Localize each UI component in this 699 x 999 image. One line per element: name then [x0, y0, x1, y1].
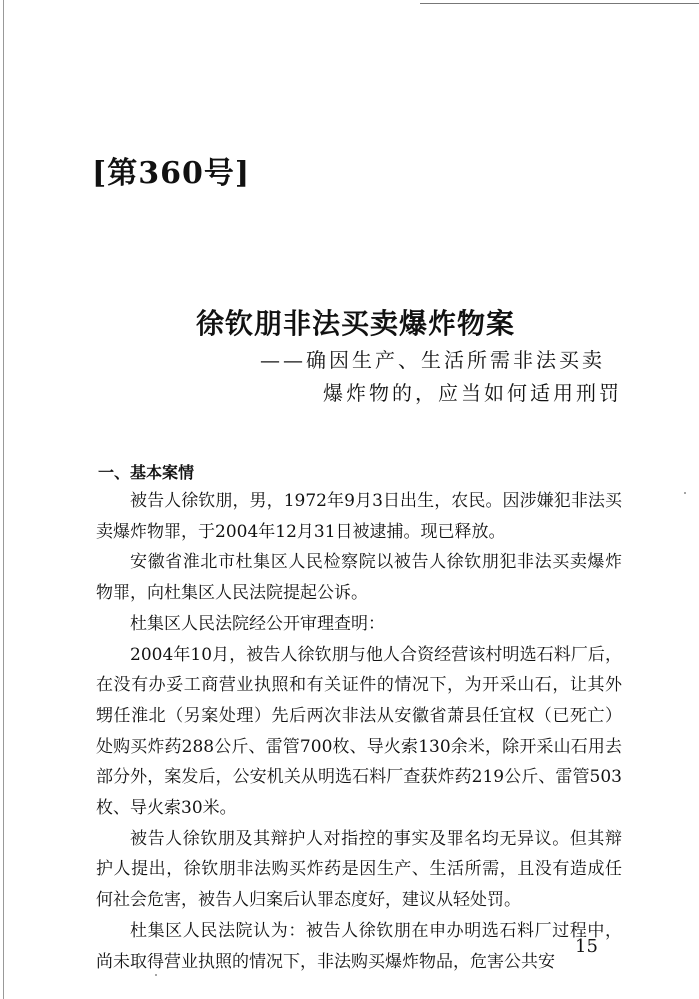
paragraph-trial-intro: 杜集区人民法院经公开审理查明： [130, 613, 385, 634]
top-border-line [420, 3, 699, 4]
paragraph-facts: 2004年10月，被告人徐钦朋与他人合资经营该村明选石料厂后，在没有办妥工商营业执照和有关证件的情况下，为开采山石，让其外甥任淮北（另案处理）先后两次非法从安徽省萧县任宜权（已死亡）处购买炸药288公斤、雷管700枚、导火索130余米，除开采山石用去部分外，案发后，公安机关从明选石料厂查获炸药219公斤、雷管503枚、导火索30米。 [96, 644, 622, 819]
body-text [96, 486, 622, 977]
paragraph-defendant-info: 被告人徐钦朋，男，1972年9月3日出生，农民。因涉嫌犯非法买卖爆炸物罪，于2004年12月31日被逮捕。现已释放。 [96, 491, 622, 542]
case-title: 徐钦朋非法买卖爆炸物案 [195, 307, 515, 340]
case-subtitle-line-2: 爆炸物的，应当如何适用刑罚 [323, 381, 622, 405]
page-number: 15 [575, 936, 598, 957]
paragraph-prosecution: 安徽省淮北市杜集区人民检察院以被告人徐钦朋犯非法买卖爆炸物罪，向杜集区人民法院提起公诉。 [96, 552, 622, 604]
scan-speck [155, 974, 157, 976]
section-heading: 一、基本案情 [98, 463, 195, 482]
paragraph-court-opinion: 杜集区人民法院认为：被告人徐钦朋在申办明选石料厂过程中，尚未取得营业执照的情况下，非法购买爆炸物品，危害公共安 [96, 920, 622, 972]
case-subtitle-line-1: ——确因生产、生活所需非法买卖 [260, 348, 605, 372]
scan-speck [684, 492, 686, 494]
left-border-line [3, 0, 4, 999]
case-number: [第360号] [92, 156, 251, 191]
paragraph-defense: 被告人徐钦朋及其辩护人对指控的事实及罪名均无异议。但其辩护人提出，徐钦朋非法购买炸药是因生产、生活所需，且没有造成任何社会危害，被告人归案后认罪态度好，建议从轻处罚。 [96, 828, 622, 911]
